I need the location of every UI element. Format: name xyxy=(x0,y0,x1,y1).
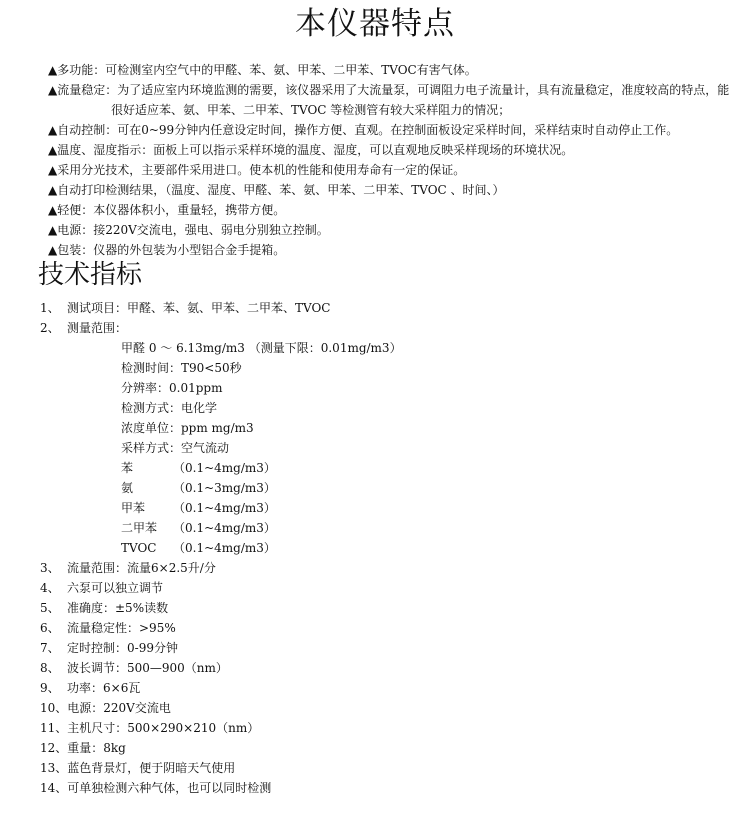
feature-item: ▲采用分光技术，主要部件采用进口。使本机的性能和使用寿命有一定的保证。 xyxy=(48,163,466,177)
spec-heading: 技术指标 xyxy=(38,260,143,290)
spec-number: 3、 xyxy=(40,561,60,575)
feature-item: ▲流量稳定：为了适应室内环境监测的需要，该仪器采用了大流量泵，可调阻力电子流量计，具有流量稳定，准度较高的特点，能很好适应苯、氨、甲苯、二甲苯、TVOC 等检测管有较大采样阻力的情况； xyxy=(48,83,730,117)
gas-range-row xyxy=(40,518,740,538)
measure-line: 浓度单位：ppm mg/m3 xyxy=(121,421,254,435)
spec-number: 5、 xyxy=(40,601,60,615)
spec-item xyxy=(40,718,740,738)
gas-range-row xyxy=(40,458,740,478)
feature-item: ▲自动控制：可在0~99分钟内任意设定时间，操作方便、直观。在控制面板设定采样时间，采样结束时自动停止工作。 xyxy=(48,123,679,137)
spec-number: 6、 xyxy=(40,621,60,635)
gas-range-row xyxy=(40,538,740,558)
gas-name: TVOC xyxy=(121,541,157,555)
spec-text: 10、电源：220V交流电 xyxy=(40,701,171,715)
spec-number: 7、 xyxy=(40,641,60,655)
feature-item: ▲轻便：本仪器体积小，重量轻，携带方便。 xyxy=(48,203,286,217)
spec-text: 定时控制：0-99分钟 xyxy=(67,641,178,655)
gas-range-row xyxy=(40,478,740,498)
spec-text: 功率：6×6瓦 xyxy=(67,681,141,695)
spec-number: 4、 xyxy=(40,581,60,595)
spec-text: 11、主机尺寸：500×290×210（nm） xyxy=(40,721,260,735)
gas-name: 二甲苯 xyxy=(121,521,158,535)
spec-text: 流量稳定性：>95% xyxy=(67,621,176,635)
spec-item xyxy=(40,638,740,658)
spec-item xyxy=(40,658,740,678)
feature-item: ▲温度、湿度指示：面板上可以指示采样环境的温度、湿度，可以直观地反映采样现场的环境状况。 xyxy=(48,143,574,157)
page-title: 本仪器特点 xyxy=(295,6,455,42)
spec-number: 9、 xyxy=(40,681,60,695)
measure-line: 检测方式：电化学 xyxy=(121,401,218,415)
spec-item xyxy=(40,618,740,638)
spec-item xyxy=(40,738,740,758)
spec-item xyxy=(40,698,740,718)
spec-text: 14、可单独检测六种气体，也可以同时检测 xyxy=(40,781,272,795)
spec-item xyxy=(40,578,740,598)
measure-line: 采样方式：空气流动 xyxy=(121,441,230,455)
gas-range: （0.1~4mg/m3） xyxy=(173,461,276,475)
gas-range: （0.1~4mg/m3） xyxy=(173,521,276,535)
spec-text: 12、重量：8kg xyxy=(40,741,126,755)
gas-range: （0.1~4mg/m3） xyxy=(173,501,276,515)
spec-item xyxy=(40,758,740,778)
gas-range: （0.1~4mg/m3） xyxy=(173,541,276,555)
spec-number: 8、 xyxy=(40,661,60,675)
spec-item xyxy=(40,678,740,698)
spec-item xyxy=(40,318,740,338)
gas-name: 苯 xyxy=(121,461,134,475)
spec-number: 1、 xyxy=(40,301,60,315)
spec-item xyxy=(40,558,740,578)
feature-item: ▲包装：仪器的外包装为小型铝合金手提箱。 xyxy=(48,243,286,257)
spec-text: 波长调节：500—900（nm） xyxy=(67,661,228,675)
spec-text: 流量范围：流量6×2.5升/分 xyxy=(67,561,216,575)
spec-number: 2、 xyxy=(40,321,60,335)
spec-text: 六泵可以独立调节 xyxy=(67,581,164,595)
spec-item xyxy=(40,598,740,618)
gas-range-row xyxy=(40,498,740,518)
spec-list xyxy=(40,298,740,798)
gas-name: 氨 xyxy=(121,481,134,495)
feature-list xyxy=(48,60,738,260)
measure-line: 甲醛 0 ～ 6.13mg/m3 （测量下限：0.01mg/m3） xyxy=(121,341,402,355)
feature-item: ▲多功能：可检测室内空气中的甲醛、苯、氨、甲苯、二甲苯、TVOC有害气体。 xyxy=(48,63,477,77)
gas-range: （0.1~3mg/m3） xyxy=(173,481,276,495)
measure-line: 分辨率：0.01ppm xyxy=(121,381,223,395)
spec-text: 13、蓝色背景灯，便于阴暗天气使用 xyxy=(40,761,236,775)
spec-text: 测量范围： xyxy=(67,321,128,335)
gas-name: 甲苯 xyxy=(121,501,146,515)
spec-text: 准确度：±5%读数 xyxy=(67,601,169,615)
spec-text: 测试项目：甲醛、苯、氨、甲苯、二甲苯、TVOC xyxy=(67,301,331,315)
spec-item xyxy=(40,778,740,798)
spec-item xyxy=(40,298,740,318)
measure-line: 检测时间：T90<50秒 xyxy=(121,361,242,375)
feature-item: ▲电源：接220V交流电，强电、弱电分别独立控制。 xyxy=(48,223,329,237)
feature-item: ▲自动打印检测结果，（温度、湿度、甲醛、苯、氨、甲苯、二甲苯、TVOC 、时间、） xyxy=(48,183,505,197)
